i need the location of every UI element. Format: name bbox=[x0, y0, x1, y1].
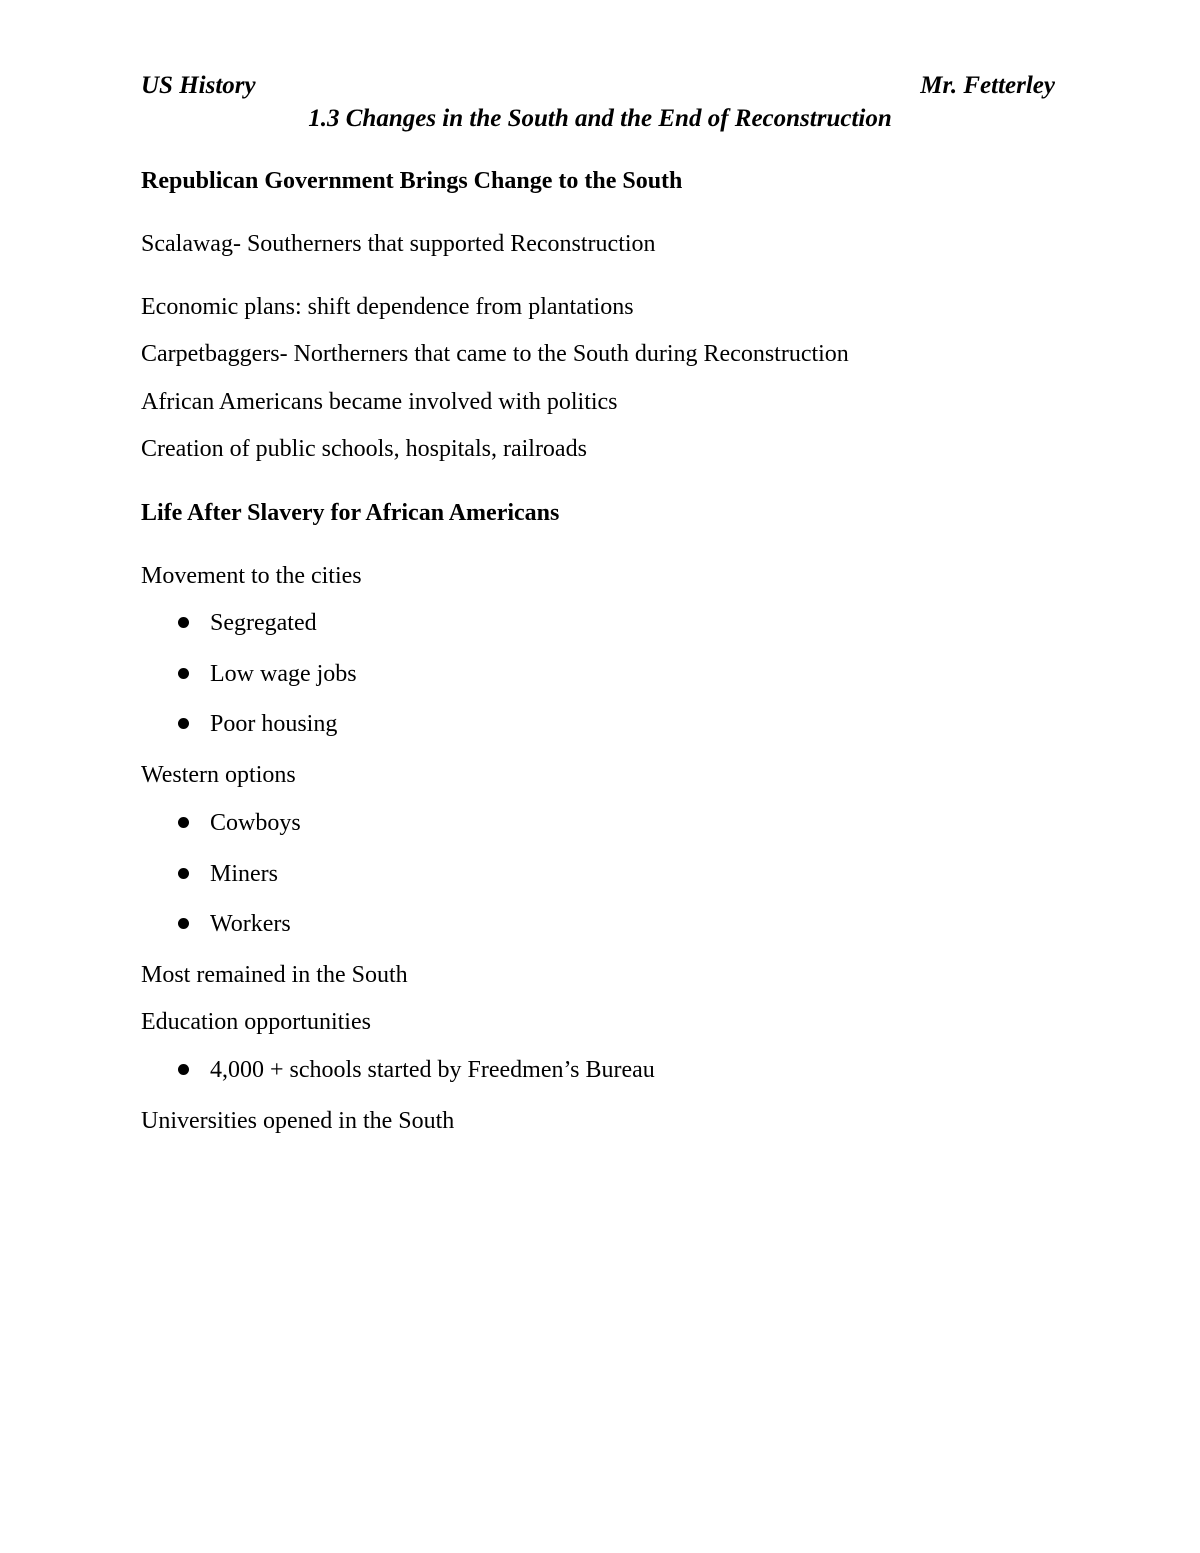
bullet-text: Poor housing bbox=[210, 711, 338, 737]
bullet-icon bbox=[178, 918, 189, 929]
bullet-text: Low wage jobs bbox=[210, 661, 357, 687]
note-african-americans-politics: African Americans became involved with politics bbox=[141, 389, 618, 415]
bullet-text: Segregated bbox=[210, 610, 317, 636]
note-carpetbaggers: Carpetbaggers- Northerners that came to the South during Reconstruction bbox=[141, 341, 849, 367]
note-western-options: Western options bbox=[141, 762, 296, 788]
bullet-text: Cowboys bbox=[210, 810, 301, 836]
bullet-icon bbox=[178, 668, 189, 679]
page-header bbox=[141, 72, 1055, 106]
bullet-icon bbox=[178, 617, 189, 628]
teacher-name: Mr. Fetterley bbox=[920, 72, 1055, 99]
bullet-item bbox=[178, 1057, 655, 1084]
bullet-icon bbox=[178, 718, 189, 729]
bullet-icon bbox=[178, 868, 189, 879]
note-public-schools: Creation of public schools, hospitals, railroads bbox=[141, 436, 587, 462]
bullet-item bbox=[178, 810, 301, 837]
note-scalawag: Scalawag- Southerners that supported Reconstruction bbox=[141, 231, 656, 257]
section-heading-life-after-slavery: Life After Slavery for African Americans bbox=[141, 500, 560, 526]
bullet-item bbox=[178, 661, 357, 688]
bullet-text: Miners bbox=[210, 861, 278, 887]
bullet-text: 4,000 + schools started by Freedmen’s Bureau bbox=[210, 1057, 655, 1083]
course-name: US History bbox=[141, 72, 256, 99]
bullet-text: Workers bbox=[210, 911, 291, 937]
bullet-icon bbox=[178, 817, 189, 828]
bullet-icon bbox=[178, 1064, 189, 1075]
note-universities: Universities opened in the South bbox=[141, 1108, 455, 1134]
bullet-item bbox=[178, 861, 278, 888]
note-education-opportunities: Education opportunities bbox=[141, 1009, 371, 1035]
document-title: 1.3 Changes in the South and the End of Reconstruction bbox=[308, 105, 892, 132]
note-movement-to-cities: Movement to the cities bbox=[141, 563, 362, 589]
section-heading-republican-government: Republican Government Brings Change to the South bbox=[141, 168, 683, 194]
note-economic-plans: Economic plans: shift dependence from plantations bbox=[141, 294, 634, 320]
bullet-item bbox=[178, 610, 317, 637]
bullet-item bbox=[178, 911, 291, 938]
note-most-remained: Most remained in the South bbox=[141, 962, 408, 988]
bullet-item bbox=[178, 711, 337, 738]
